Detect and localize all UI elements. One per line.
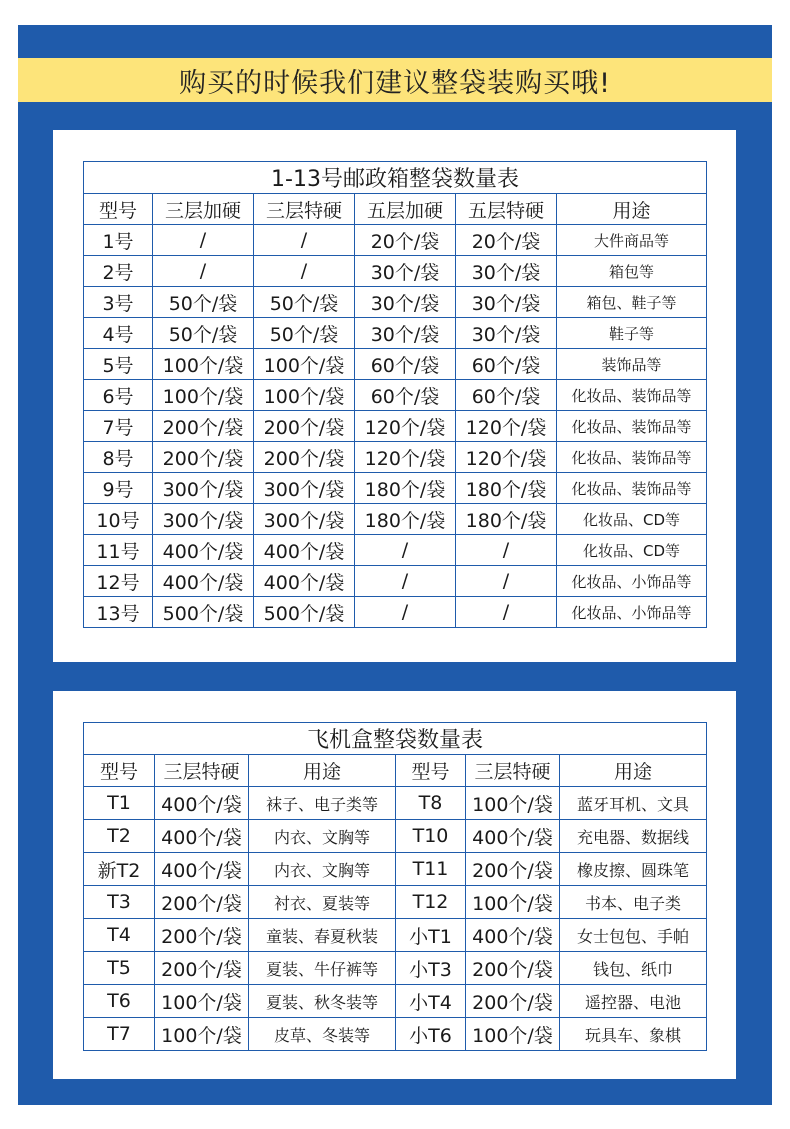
- table-cell: 60个/袋: [456, 349, 557, 380]
- table-row: [84, 535, 707, 566]
- table-cell: 化妆品、CD等: [557, 535, 707, 566]
- table-cell: 400个/袋: [254, 535, 355, 566]
- table-cell: 7号: [84, 411, 153, 442]
- table-cell: 400个/袋: [153, 566, 254, 597]
- table-row: [84, 853, 707, 886]
- table-cell: 180个/袋: [355, 504, 456, 535]
- table-cell: 橡皮擦、圆珠笔: [560, 853, 707, 886]
- table-cell: 30个/袋: [456, 287, 557, 318]
- table-cell: T7: [84, 1018, 155, 1051]
- table-cell: 钱包、纸巾: [560, 952, 707, 985]
- table-cell: 11号: [84, 535, 153, 566]
- table-cell: 60个/袋: [456, 380, 557, 411]
- table-cell: 60个/袋: [355, 349, 456, 380]
- table-cell: T8: [396, 787, 466, 820]
- column-header: 三层加硬: [153, 194, 254, 225]
- table-row: [84, 597, 707, 628]
- table-cell: 8号: [84, 442, 153, 473]
- table-cell: 化妆品、装饰品等: [557, 442, 707, 473]
- table-cell: 400个/袋: [254, 566, 355, 597]
- table-cell: 120个/袋: [355, 411, 456, 442]
- table-cell: /: [355, 535, 456, 566]
- table-row: [84, 820, 707, 853]
- table-cell: 100个/袋: [254, 349, 355, 380]
- table-cell: 袜子、电子类等: [249, 787, 396, 820]
- table-cell: 300个/袋: [153, 504, 254, 535]
- table-cell: 500个/袋: [254, 597, 355, 628]
- table-cell: 50个/袋: [254, 318, 355, 349]
- column-header: 五层加硬: [355, 194, 456, 225]
- table-cell: 180个/袋: [456, 473, 557, 504]
- column-header: 用途: [560, 755, 707, 787]
- table-row: [84, 886, 707, 919]
- table-cell: 60个/袋: [355, 380, 456, 411]
- table-row: [84, 256, 707, 287]
- column-header: 型号: [84, 755, 155, 787]
- table-cell: /: [456, 597, 557, 628]
- column-header: 五层特硬: [456, 194, 557, 225]
- table-cell: T6: [84, 985, 155, 1018]
- table-cell: 300个/袋: [254, 504, 355, 535]
- table-cell: 女士包包、手帕: [560, 919, 707, 952]
- table-cell: 100个/袋: [466, 886, 560, 919]
- table-row: [84, 349, 707, 380]
- table-cell: 30个/袋: [355, 287, 456, 318]
- table-cell: 小T1: [396, 919, 466, 952]
- table-cell: 100个/袋: [155, 1018, 249, 1051]
- table-cell: T1: [84, 787, 155, 820]
- table-cell: 180个/袋: [456, 504, 557, 535]
- table-cell: 200个/袋: [254, 411, 355, 442]
- table-cell: /: [153, 256, 254, 287]
- table-row: [84, 225, 707, 256]
- table-row: [84, 380, 707, 411]
- table-row: [84, 1018, 707, 1051]
- table-cell: 化妆品、CD等: [557, 504, 707, 535]
- table-cell: 50个/袋: [153, 318, 254, 349]
- table-cell: 200个/袋: [155, 952, 249, 985]
- table-cell: 箱包、鞋子等: [557, 287, 707, 318]
- table-cell: 6号: [84, 380, 153, 411]
- table-cell: 小T3: [396, 952, 466, 985]
- table-cell: 100个/袋: [466, 1018, 560, 1051]
- table-cell: 100个/袋: [155, 985, 249, 1018]
- table-cell: 100个/袋: [466, 787, 560, 820]
- table-row: [84, 919, 707, 952]
- table-cell: 皮草、冬装等: [249, 1018, 396, 1051]
- table-cell: 小T6: [396, 1018, 466, 1051]
- table-cell: 200个/袋: [466, 985, 560, 1018]
- banner: 购买的时候我们建议整袋装购买哦!: [18, 58, 772, 102]
- table-cell: 10号: [84, 504, 153, 535]
- table-cell: 装饰品等: [557, 349, 707, 380]
- table-cell: 化妆品、装饰品等: [557, 473, 707, 504]
- table-row: [84, 318, 707, 349]
- table-cell: 400个/袋: [155, 787, 249, 820]
- column-header: 用途: [249, 755, 396, 787]
- table-cell: 小T4: [396, 985, 466, 1018]
- table-cell: 300个/袋: [153, 473, 254, 504]
- table-cell: 箱包等: [557, 256, 707, 287]
- table-cell: 遥控器、电池: [560, 985, 707, 1018]
- table-cell: 180个/袋: [355, 473, 456, 504]
- table-cell: /: [456, 566, 557, 597]
- table-cell: T11: [396, 853, 466, 886]
- table-cell: 400个/袋: [155, 853, 249, 886]
- table-cell: 200个/袋: [155, 886, 249, 919]
- table-cell: 内衣、文胸等: [249, 820, 396, 853]
- column-header: 三层特硬: [466, 755, 560, 787]
- table-cell: 夏装、牛仔裤等: [249, 952, 396, 985]
- table-cell: 400个/袋: [466, 820, 560, 853]
- table-cell: 1号: [84, 225, 153, 256]
- table-cell: /: [153, 225, 254, 256]
- table-cell: 30个/袋: [355, 318, 456, 349]
- table-cell: 400个/袋: [155, 820, 249, 853]
- table-cell: T4: [84, 919, 155, 952]
- table-cell: 化妆品、小饰品等: [557, 566, 707, 597]
- table-cell: 400个/袋: [466, 919, 560, 952]
- column-header: 型号: [84, 194, 153, 225]
- table-cell: 50个/袋: [153, 287, 254, 318]
- table-cell: /: [254, 225, 355, 256]
- table-cell: 9号: [84, 473, 153, 504]
- table-cell: T2: [84, 820, 155, 853]
- table-cell: 童装、春夏秋装: [249, 919, 396, 952]
- table-cell: 200个/袋: [155, 919, 249, 952]
- table-cell: 夏装、秋冬装等: [249, 985, 396, 1018]
- table-cell: 20个/袋: [456, 225, 557, 256]
- table-row: [84, 411, 707, 442]
- table-cell: 充电器、数据线: [560, 820, 707, 853]
- table-row: [84, 566, 707, 597]
- table-cell: 3号: [84, 287, 153, 318]
- table-cell: 化妆品、小饰品等: [557, 597, 707, 628]
- table-cell: 4号: [84, 318, 153, 349]
- table-cell: 20个/袋: [355, 225, 456, 256]
- table-cell: T3: [84, 886, 155, 919]
- table-cell: T12: [396, 886, 466, 919]
- table-cell: 200个/袋: [153, 442, 254, 473]
- table-cell: 200个/袋: [466, 853, 560, 886]
- table-row: [84, 504, 707, 535]
- table-cell: 书本、电子类: [560, 886, 707, 919]
- table-cell: 鞋子等: [557, 318, 707, 349]
- table-row: [84, 442, 707, 473]
- column-header: 用途: [557, 194, 707, 225]
- table-cell: 30个/袋: [456, 318, 557, 349]
- table-cell: /: [355, 597, 456, 628]
- table-cell: 玩具车、象棋: [560, 1018, 707, 1051]
- table-cell: 30个/袋: [456, 256, 557, 287]
- table-cell: 化妆品、装饰品等: [557, 380, 707, 411]
- table-cell: 120个/袋: [355, 442, 456, 473]
- table-cell: 5号: [84, 349, 153, 380]
- table-title: 飞机盒整袋数量表: [84, 723, 707, 755]
- table-cell: 化妆品、装饰品等: [557, 411, 707, 442]
- table-cell: 蓝牙耳机、文具: [560, 787, 707, 820]
- table-cell: 200个/袋: [254, 442, 355, 473]
- table-row: [84, 473, 707, 504]
- table-row: [84, 985, 707, 1018]
- table-cell: 2号: [84, 256, 153, 287]
- table-cell: /: [456, 535, 557, 566]
- table-cell: 500个/袋: [153, 597, 254, 628]
- table-cell: 50个/袋: [254, 287, 355, 318]
- postal-box-table: [83, 161, 707, 628]
- table-cell: 内衣、文胸等: [249, 853, 396, 886]
- table-cell: 100个/袋: [153, 349, 254, 380]
- table-cell: 300个/袋: [254, 473, 355, 504]
- table-cell: 120个/袋: [456, 442, 557, 473]
- table-cell: 400个/袋: [153, 535, 254, 566]
- table-cell: 大件商品等: [557, 225, 707, 256]
- table-cell: 120个/袋: [456, 411, 557, 442]
- table-title: 1-13号邮政箱整袋数量表: [84, 162, 707, 194]
- table-cell: 200个/袋: [153, 411, 254, 442]
- table-cell: 30个/袋: [355, 256, 456, 287]
- airplane-box-panel: [53, 691, 736, 1079]
- table-cell: T5: [84, 952, 155, 985]
- table-cell: 新T2: [84, 853, 155, 886]
- column-header: 型号: [396, 755, 466, 787]
- table-cell: 13号: [84, 597, 153, 628]
- table-cell: /: [355, 566, 456, 597]
- table-cell: 100个/袋: [153, 380, 254, 411]
- table-cell: 100个/袋: [254, 380, 355, 411]
- column-header: 三层特硬: [254, 194, 355, 225]
- table-row: [84, 787, 707, 820]
- table-cell: 200个/袋: [466, 952, 560, 985]
- table-row: [84, 287, 707, 318]
- table-cell: T10: [396, 820, 466, 853]
- column-header: 三层特硬: [155, 755, 249, 787]
- airplane-box-table: [83, 722, 707, 1051]
- postal-box-panel: [53, 130, 736, 662]
- table-cell: 衬衣、夏装等: [249, 886, 396, 919]
- table-cell: 12号: [84, 566, 153, 597]
- table-row: [84, 952, 707, 985]
- table-cell: /: [254, 256, 355, 287]
